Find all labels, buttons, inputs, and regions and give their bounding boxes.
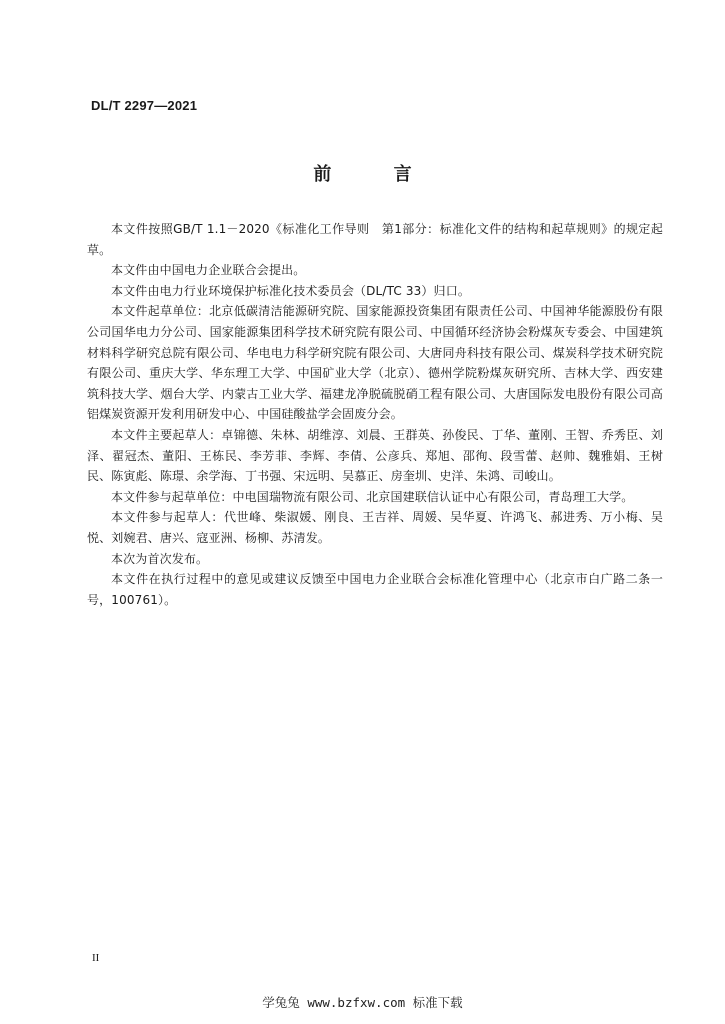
paragraph-participating-drafters: 本文件参与起草人：代世峰、柴淑媛、刚良、王吉祥、周媛、吴华夏、许鸿飞、郝进秀、万小梅、吴悦、刘婉君、唐兴、寇亚洲、杨柳、苏清发。 (87, 510, 663, 545)
paragraph-centralized-by: 本文件由电力行业环境保护标准化技术委员会（DL/TC 33）归口。 (111, 283, 471, 298)
paragraph-participating-organizations: 本文件参与起草单位：中电国瑞物流有限公司、北京国建联信认证中心有限公司，青岛理工大学。 (111, 489, 634, 504)
paragraph-drafting-organizations: 本文件起草单位：北京低碳清洁能源研究院、国家能源投资集团有限责任公司、中国神华能源股份有限公司国华电力分公司、国家能源集团科学技术研究院有限公司、中国循环经济协会粉煤灰专委会、中国建筑材料科学研究总院有限公司、华电电力科学研究院有限公司、大唐同舟科技有限公司、煤炭科学技术研究院有限公司、重庆大学、华东理工大学、中国矿业大学（北京）、德州学院粉煤灰研究所、吉林大学、西安建筑科技大学、烟台大学、内蒙古工业大学、福建龙净脱硫脱硝工程有限公司、大唐国际发电股份有限公司高铝煤炭资源开发利用研发中心、中国硅酸盐学会固废分会。 (87, 304, 663, 422)
paragraph-first-release: 本次为首次发布。 (111, 551, 209, 566)
section-title: 前 言 (313, 164, 440, 185)
paragraph-drafting-basis: 本文件按照GB/T 1.1－2020《标准化工作导则 第1部分：标准化文件的结构和起草规则》的规定起草。 (87, 222, 663, 257)
download-watermark: 学兔兔 www.bzfxw.com 标准下载 (262, 995, 463, 1010)
paragraph-main-drafters: 本文件主要起草人：卓锦德、朱林、胡维淳、刘晨、王群英、孙俊民、丁华、董刚、王智、乔秀臣、刘泽、翟冠杰、董阳、王栋民、李芳菲、李辉、李倩、公彦兵、郑旭、邵徇、段雪蕾、赵帅、魏雅娟、王树民、陈寅彪、陈璟、余学海、丁书强、宋远明、吴慕正、房奎圳、史洋、朱鸿、司峻山。 (87, 427, 663, 484)
standard-code: DL/T 2297—2021 (91, 98, 198, 113)
paragraph-feedback: 本文件在执行过程中的意见或建议反馈至中国电力企业联合会标准化管理中心（北京市白广路二条一号，100761）。 (87, 572, 663, 607)
page-number: II (92, 952, 100, 964)
foreword-body (87, 219, 663, 610)
paragraph-proposer: 本文件由中国电力企业联合会提出。 (111, 263, 306, 278)
